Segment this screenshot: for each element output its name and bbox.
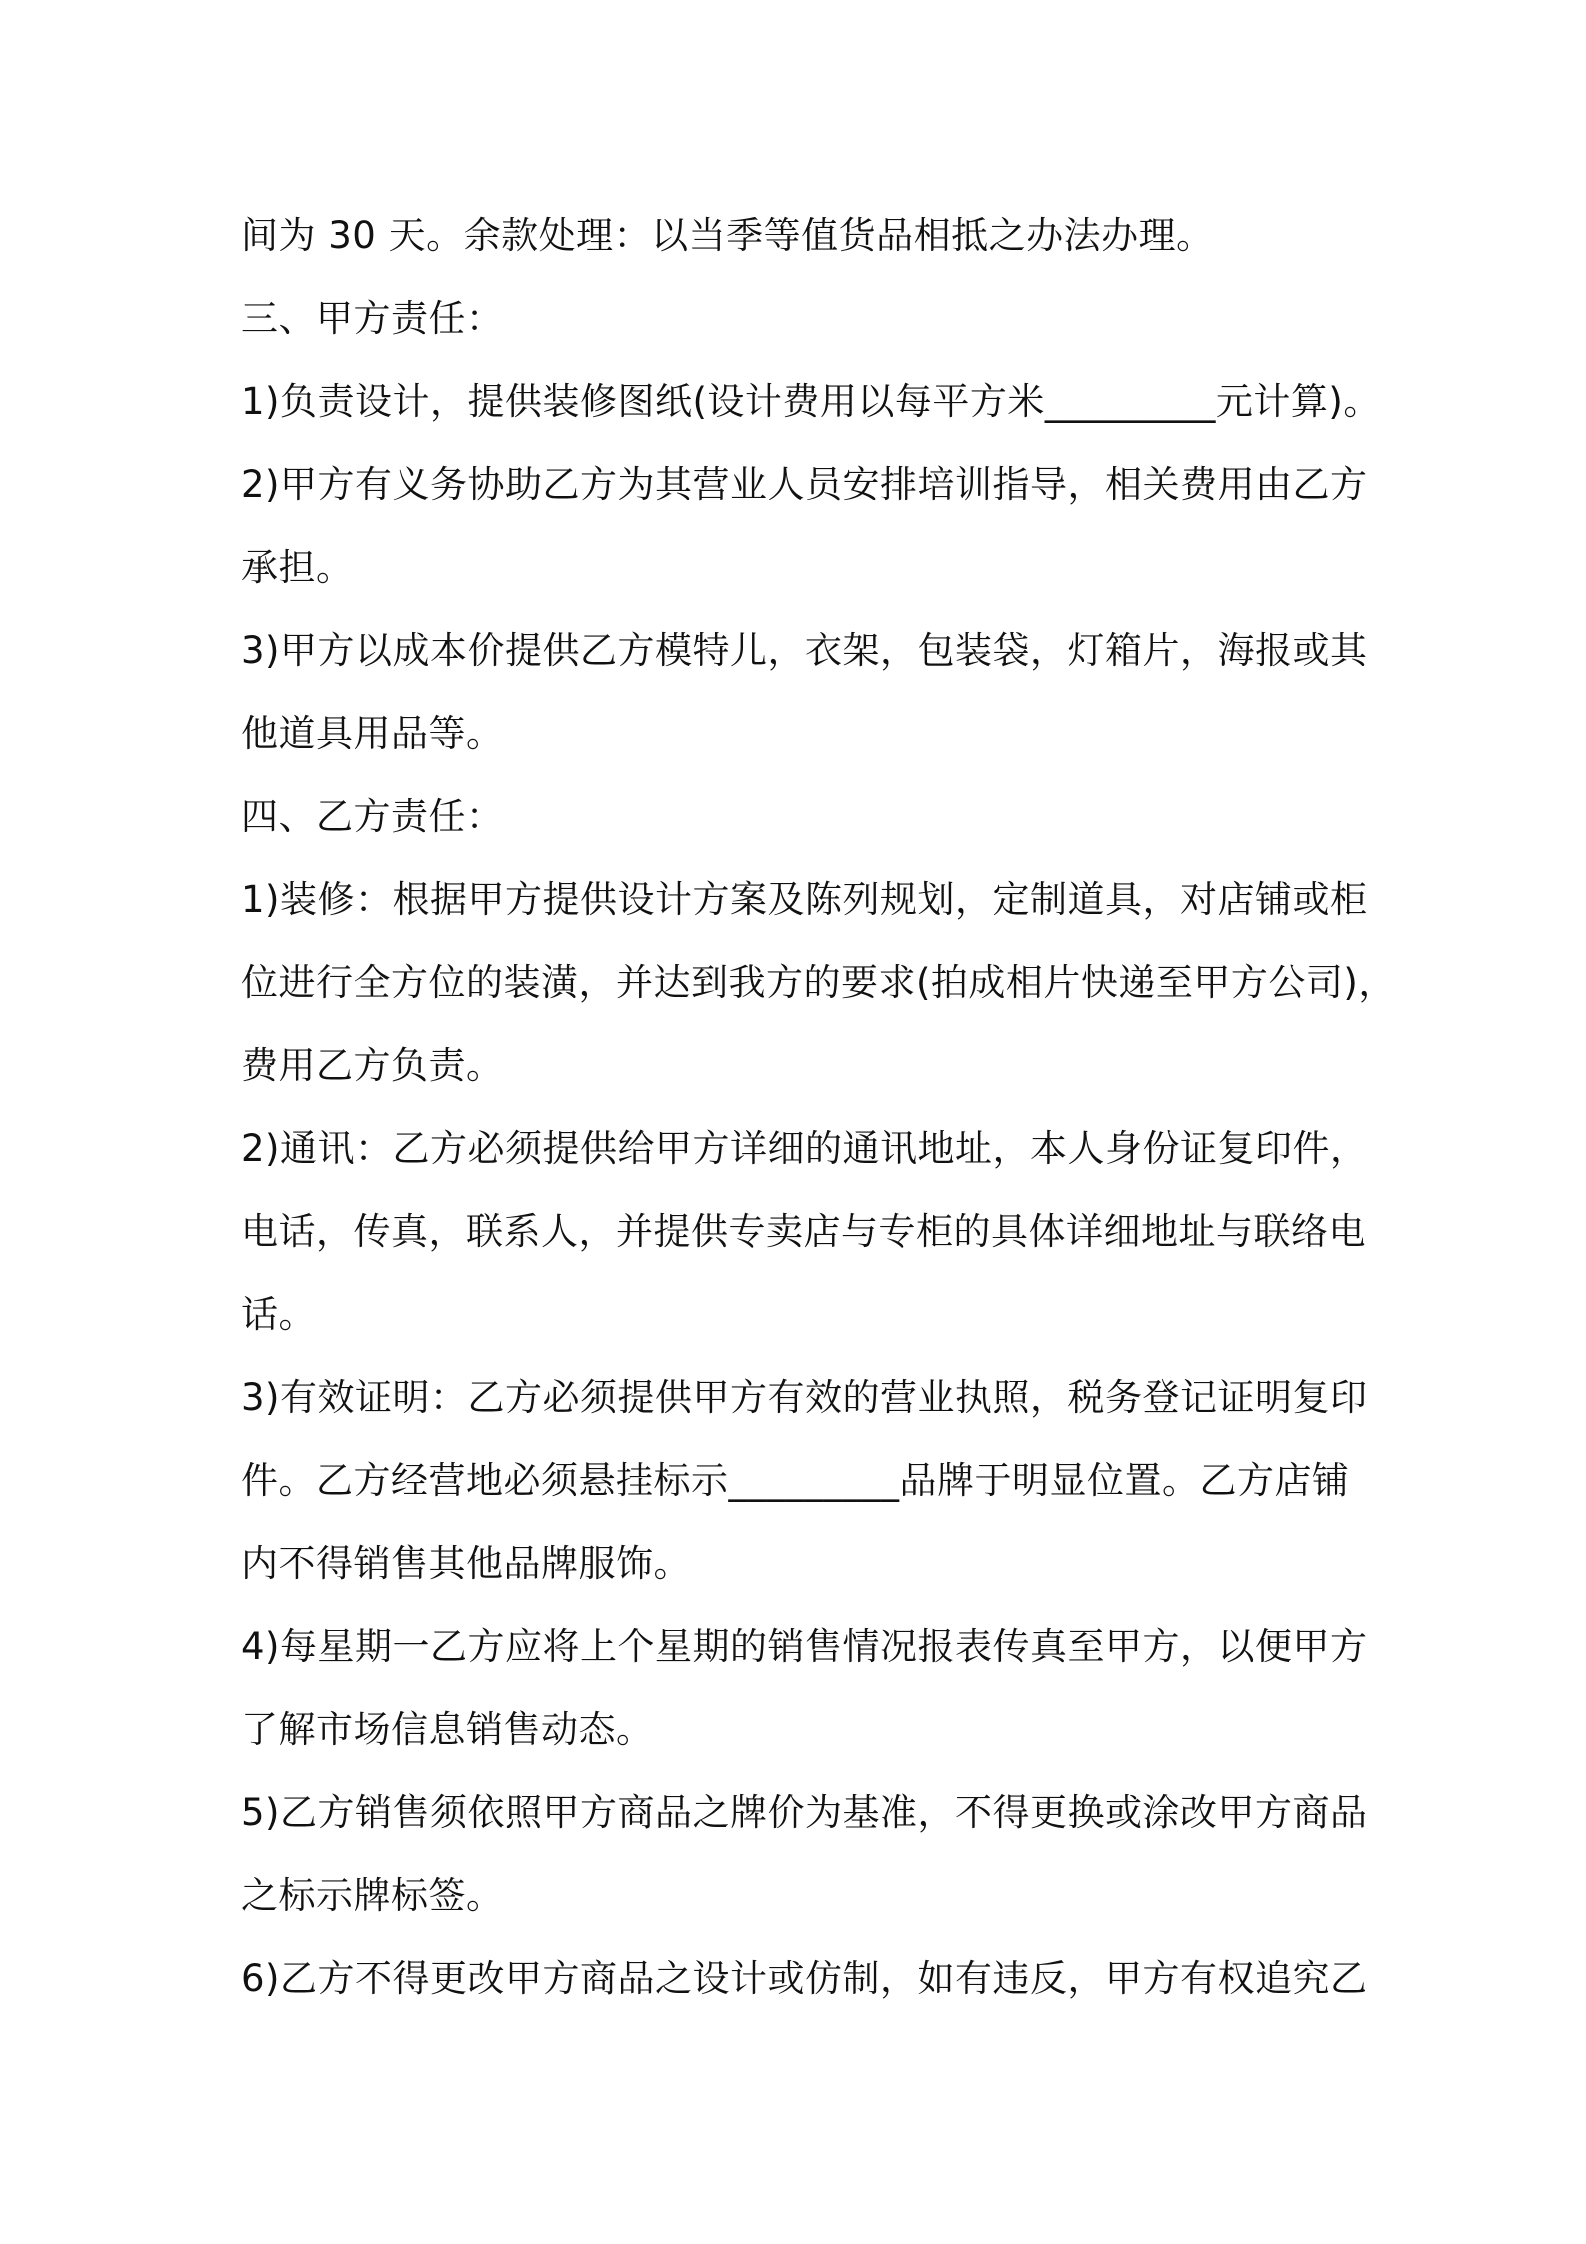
document-body: [241, 194, 1396, 2020]
text-line: 2)通讯：乙方必须提供给甲方详细的通讯地址，本人身份证复印件，: [241, 1127, 1368, 1170]
text-line: 话。: [241, 1293, 316, 1336]
text-line: 5)乙方销售须依照甲方商品之牌价为基准，不得更换或涂改甲方商品: [241, 1791, 1368, 1834]
text-line: 件。乙方经营地必须悬挂标示_________品牌于明显位置。乙方店铺: [241, 1459, 1350, 1502]
text-line: 内不得销售其他品牌服饰。: [241, 1542, 691, 1585]
text-line: 位进行全方位的装潢，并达到我方的要求(拍成相片快递至甲方公司)，: [241, 961, 1396, 1004]
text-line: 承担。: [241, 546, 354, 589]
text-line: 3)有效证明：乙方必须提供甲方有效的营业执照，税务登记证明复印: [241, 1376, 1368, 1419]
text-line: 电话，传真，联系人，并提供专卖店与专柜的具体详细地址与联络电: [241, 1210, 1366, 1253]
section-heading: 四、乙方责任：: [241, 795, 504, 838]
text-line: 了解市场信息销售动态。: [241, 1708, 654, 1751]
text-line: 间为 30 天。余款处理：以当季等值货品相抵之办法办理。: [241, 214, 1214, 257]
text-line: 2)甲方有义务协助乙方为其营业人员安排培训指导，相关费用由乙方: [241, 463, 1368, 506]
text-line: 费用乙方负责。: [241, 1044, 504, 1087]
text-line: 4)每星期一乙方应将上个星期的销售情况报表传真至甲方，以便甲方: [241, 1625, 1368, 1668]
text-line: 1)负责设计，提供装修图纸(设计费用以每平方米_________元计算)。: [241, 380, 1381, 423]
text-line: 之标示牌标签。: [241, 1874, 504, 1917]
text-line: 1)装修：根据甲方提供设计方案及陈列规划，定制道具，对店铺或柜: [241, 878, 1368, 921]
text-line: 他道具用品等。: [241, 712, 504, 755]
text-line: 6)乙方不得更改甲方商品之设计或仿制，如有违反，甲方有权追究乙: [241, 1957, 1368, 2000]
section-heading: 三、甲方责任：: [241, 297, 504, 340]
text-line: 3)甲方以成本价提供乙方模特儿，衣架，包装袋，灯箱片，海报或其: [241, 629, 1368, 672]
